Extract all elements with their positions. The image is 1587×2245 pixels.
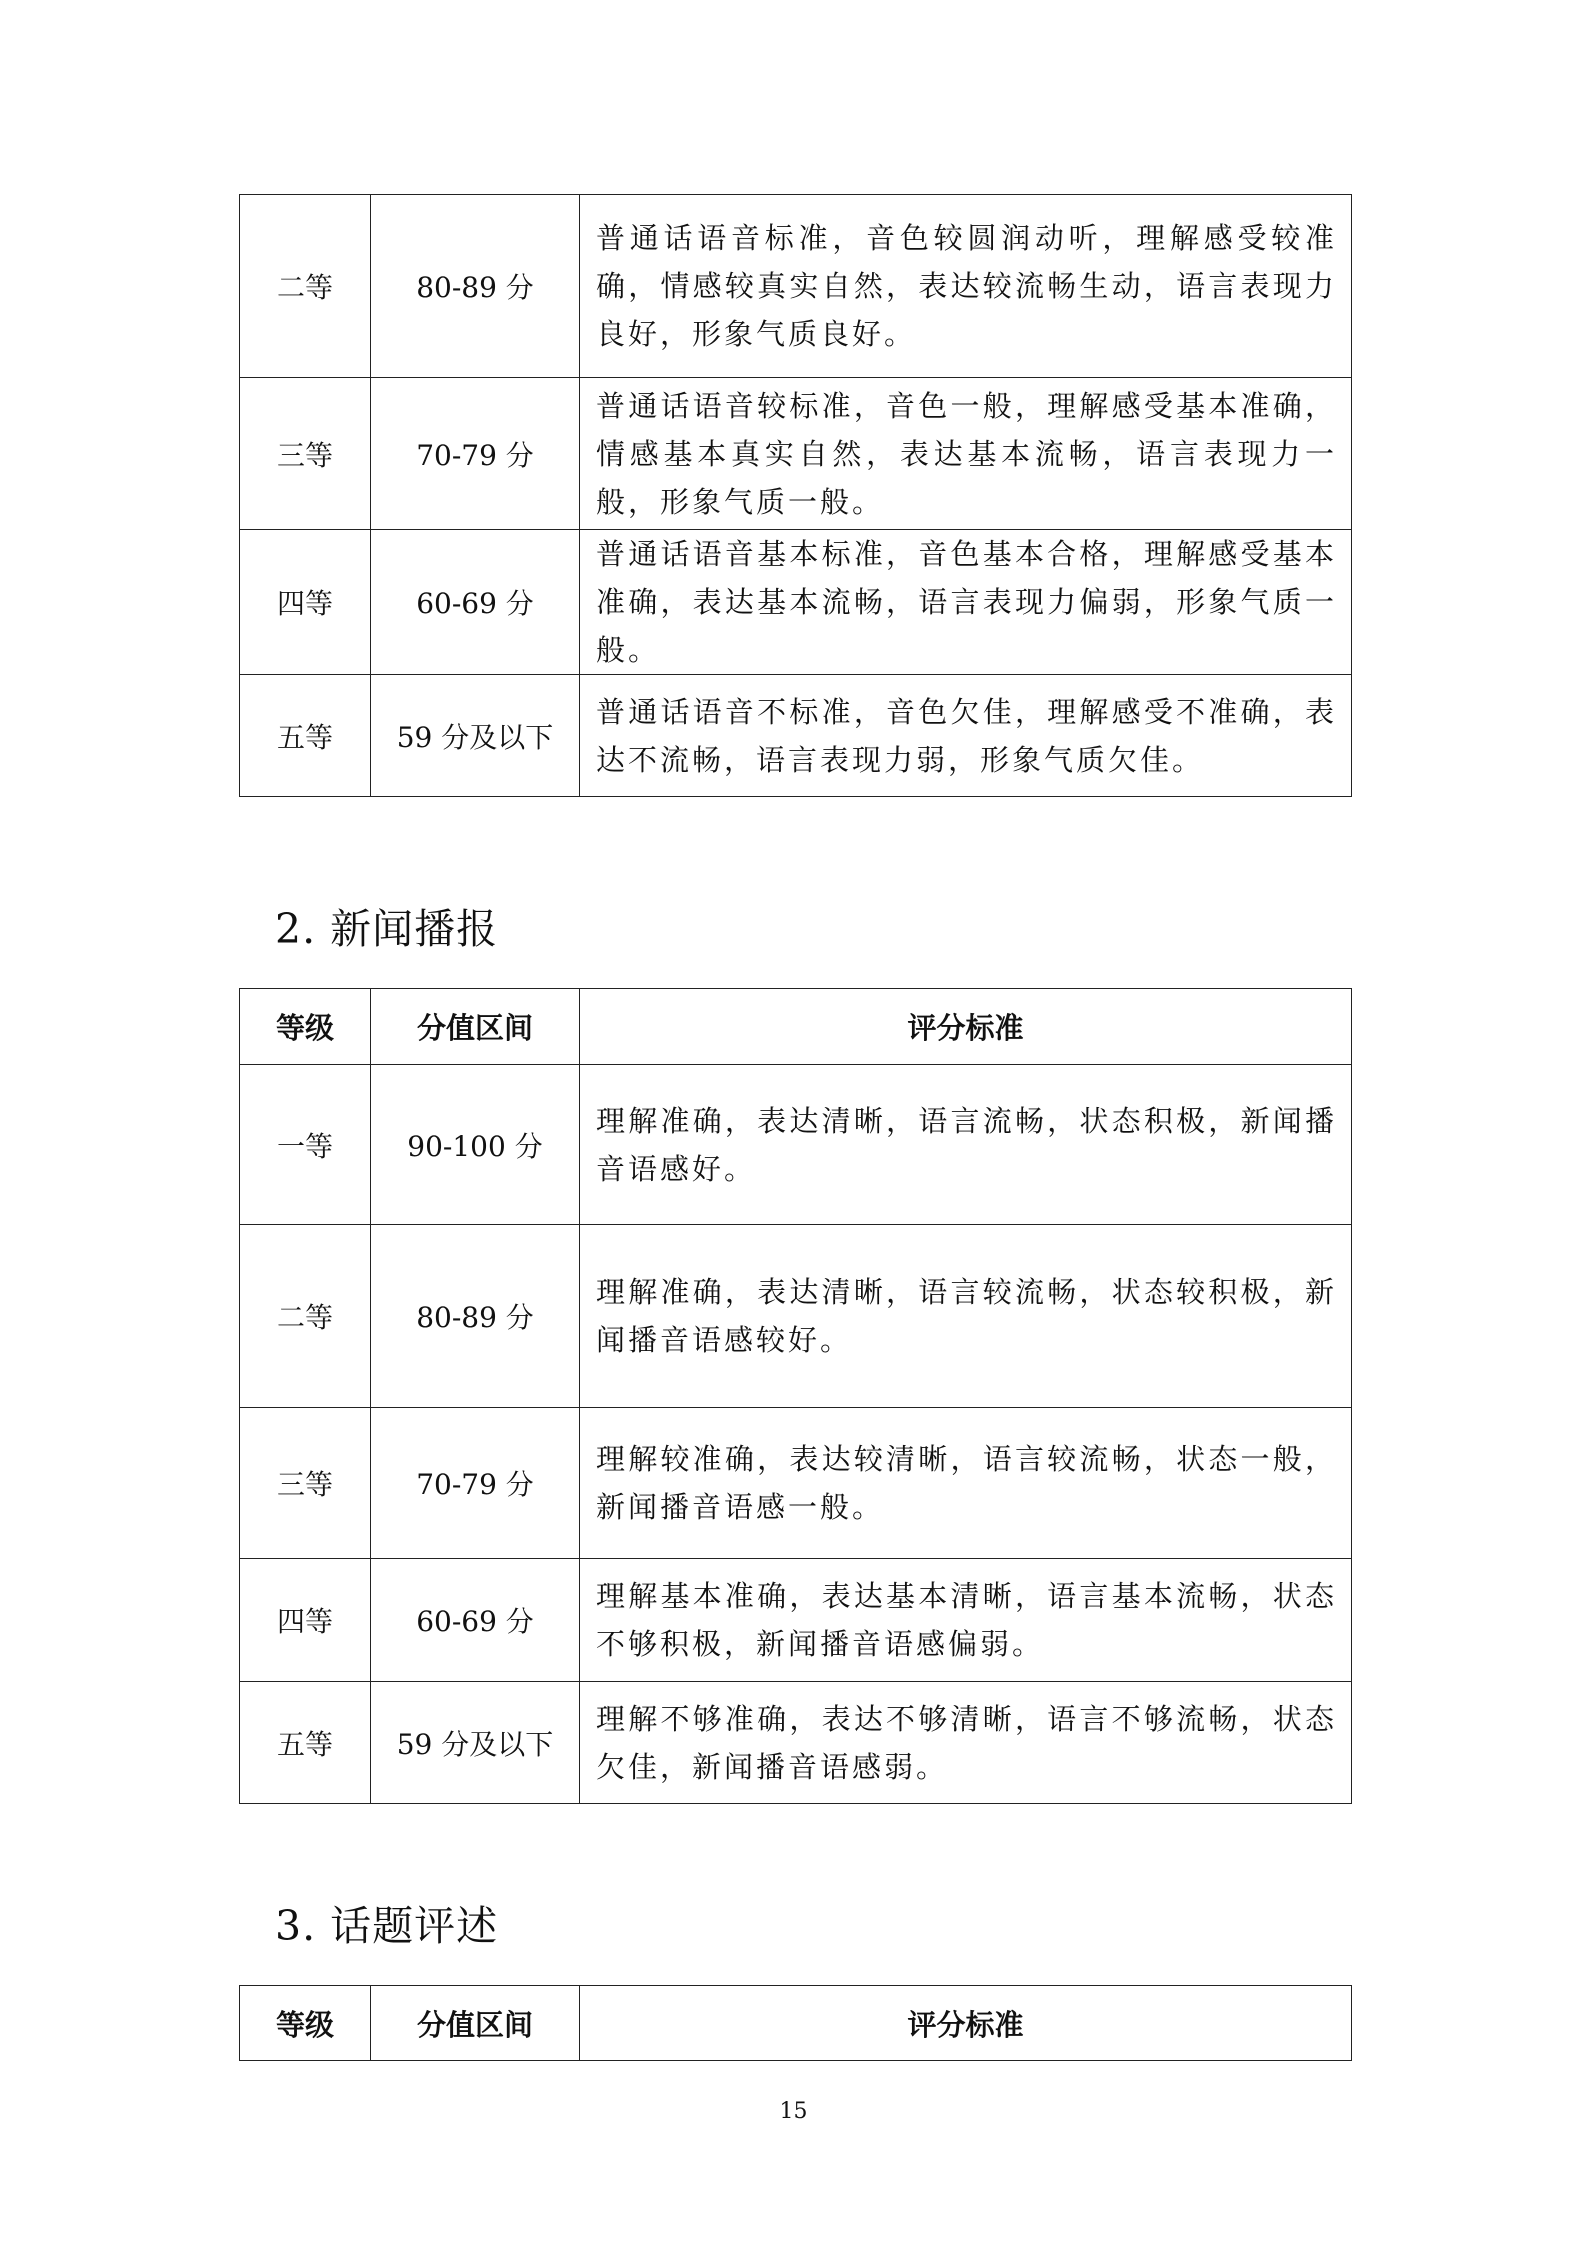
table-topic-commentary bbox=[239, 1985, 1352, 2061]
score-cell: 70-79 分 bbox=[371, 1408, 580, 1559]
table-news-broadcast bbox=[239, 988, 1352, 1804]
table-row bbox=[240, 1065, 1352, 1225]
section-title-news-broadcast: 2. 新闻播报 bbox=[275, 905, 499, 953]
score-cell: 59 分及以下 bbox=[371, 675, 580, 797]
table-1-continued bbox=[239, 194, 1352, 797]
table-header-row bbox=[240, 1986, 1352, 2061]
page-number: 15 bbox=[779, 2099, 808, 2124]
table-header-row bbox=[240, 989, 1352, 1065]
criteria-cell: 理解较准确，表达较清晰，语言较流畅，状态一般，新闻播音语感一般。 bbox=[580, 1408, 1352, 1559]
grade-cell: 一等 bbox=[240, 1065, 371, 1225]
criteria-cell: 理解准确，表达清晰，语言较流畅，状态较积极，新闻播音语感较好。 bbox=[580, 1225, 1352, 1408]
table-row bbox=[240, 378, 1352, 530]
table-row bbox=[240, 1682, 1352, 1804]
header-criteria: 评分标准 bbox=[580, 1986, 1352, 2061]
criteria-cell: 理解不够准确，表达不够清晰，语言不够流畅，状态欠佳，新闻播音语感弱。 bbox=[580, 1682, 1352, 1804]
grade-cell: 五等 bbox=[240, 1682, 371, 1804]
header-grade: 等级 bbox=[240, 989, 371, 1065]
score-cell: 80-89 分 bbox=[371, 195, 580, 378]
grade-cell: 三等 bbox=[240, 378, 371, 530]
table-row bbox=[240, 195, 1352, 378]
score-cell: 60-69 分 bbox=[371, 530, 580, 675]
table-row bbox=[240, 530, 1352, 675]
criteria-cell: 普通话语音较标准，音色一般，理解感受基本准确，情感基本真实自然，表达基本流畅，语言表现力一般，形象气质一般。 bbox=[580, 378, 1352, 530]
table-row bbox=[240, 675, 1352, 797]
table-row bbox=[240, 1408, 1352, 1559]
header-score: 分值区间 bbox=[371, 989, 580, 1065]
grade-cell: 四等 bbox=[240, 530, 371, 675]
grade-cell: 二等 bbox=[240, 1225, 371, 1408]
header-grade: 等级 bbox=[240, 1986, 371, 2061]
criteria-cell: 普通话语音标准，音色较圆润动听，理解感受较准确，情感较真实自然，表达较流畅生动，语言表现力良好，形象气质良好。 bbox=[580, 195, 1352, 378]
score-cell: 70-79 分 bbox=[371, 378, 580, 530]
criteria-cell: 理解基本准确，表达基本清晰，语言基本流畅，状态不够积极，新闻播音语感偏弱。 bbox=[580, 1559, 1352, 1682]
criteria-cell: 普通话语音基本标准，音色基本合格，理解感受基本准确，表达基本流畅，语言表现力偏弱，形象气质一般。 bbox=[580, 530, 1352, 675]
score-cell: 60-69 分 bbox=[371, 1559, 580, 1682]
grade-cell: 五等 bbox=[240, 675, 371, 797]
header-criteria: 评分标准 bbox=[580, 989, 1352, 1065]
table-row bbox=[240, 1559, 1352, 1682]
score-cell: 80-89 分 bbox=[371, 1225, 580, 1408]
section-title-topic-commentary: 3. 话题评述 bbox=[275, 1902, 499, 1950]
header-score: 分值区间 bbox=[371, 1986, 580, 2061]
grade-cell: 三等 bbox=[240, 1408, 371, 1559]
grade-cell: 二等 bbox=[240, 195, 371, 378]
grade-cell: 四等 bbox=[240, 1559, 371, 1682]
score-cell: 59 分及以下 bbox=[371, 1682, 580, 1804]
score-cell: 90-100 分 bbox=[371, 1065, 580, 1225]
criteria-cell: 普通话语音不标准，音色欠佳，理解感受不准确，表达不流畅，语言表现力弱，形象气质欠佳。 bbox=[580, 675, 1352, 797]
table-row bbox=[240, 1225, 1352, 1408]
criteria-cell: 理解准确，表达清晰，语言流畅，状态积极，新闻播音语感好。 bbox=[580, 1065, 1352, 1225]
